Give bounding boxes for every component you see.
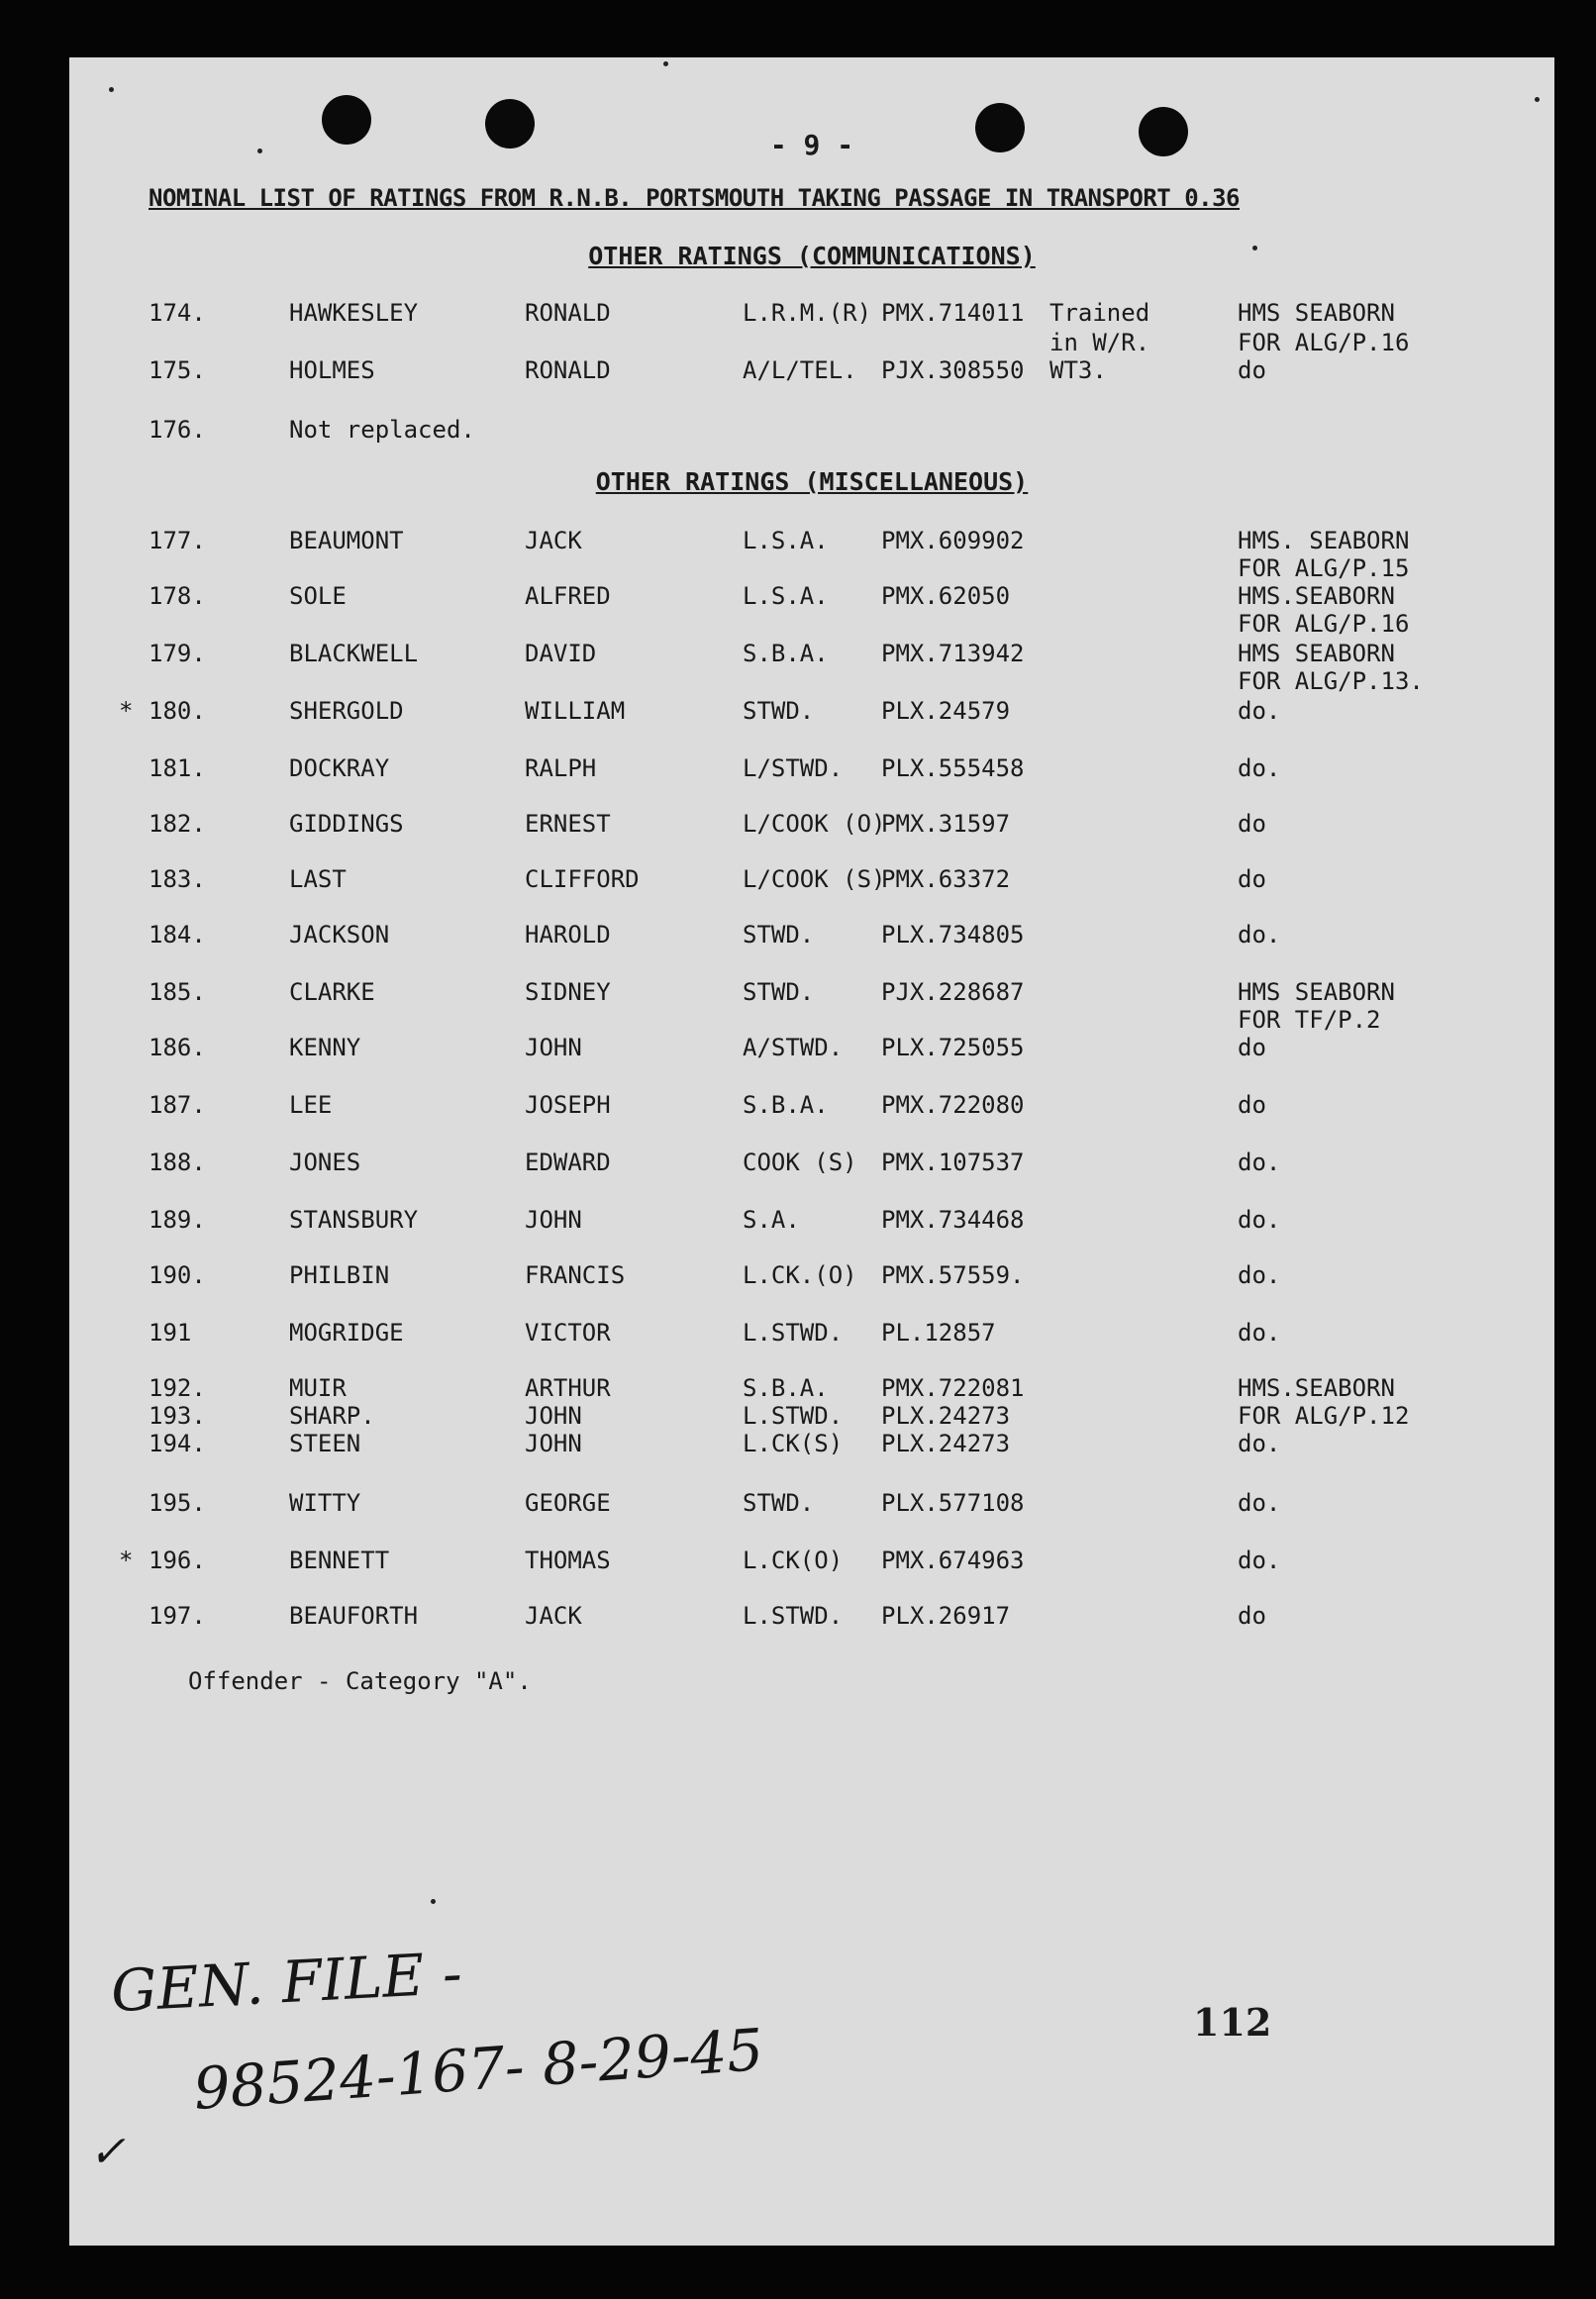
table-row: [69, 1402, 1554, 1432]
official-number: PLX.26917: [881, 1602, 1011, 1630]
table-row: [69, 1261, 1554, 1291]
footnote: Offender - Category "A".: [188, 1667, 532, 1695]
first-name: JOHN: [525, 1206, 582, 1234]
destination: HMS. SEABORN: [1238, 527, 1410, 554]
entry-number: 176.: [149, 416, 206, 444]
table-row: [69, 1430, 1554, 1459]
document-page: [69, 57, 1554, 2246]
surname: SOLE: [289, 582, 347, 610]
rating: STWD.: [743, 921, 815, 949]
surname: SHERGOLD: [289, 697, 404, 725]
surname: LEE: [289, 1091, 333, 1119]
destination: do: [1238, 810, 1266, 838]
rating: L.CK(O): [743, 1547, 844, 1574]
first-name: CLIFFORD: [525, 865, 640, 893]
entry-number: 194.: [149, 1430, 206, 1457]
surname: BENNETT: [289, 1547, 390, 1574]
official-number: PMX.63372: [881, 865, 1011, 893]
destination: do.: [1238, 1206, 1281, 1234]
first-name: THOMAS: [525, 1547, 611, 1574]
surname: KENNY: [289, 1034, 361, 1061]
official-number: PMX.674963: [881, 1547, 1025, 1574]
first-name: RONALD: [525, 299, 611, 327]
table-row: [69, 1149, 1554, 1178]
destination: do.: [1238, 1319, 1281, 1347]
destination: FOR ALG/P.16: [1238, 610, 1410, 638]
entry-number: 179.: [149, 640, 206, 667]
entry-number: 177.: [149, 527, 206, 554]
destination: do: [1238, 1602, 1266, 1630]
surname: GIDDINGS: [289, 810, 404, 838]
table-row: [69, 1319, 1554, 1349]
official-number: PLX.24579: [881, 697, 1011, 725]
table-row: [69, 978, 1554, 1008]
entry-number: 180.: [149, 697, 206, 725]
entry-number: 175.: [149, 356, 206, 384]
official-number: PMX.57559.: [881, 1261, 1025, 1289]
table-row: [69, 299, 1554, 329]
rating: L.STWD.: [743, 1319, 844, 1347]
official-number: PMX.107537: [881, 1149, 1025, 1176]
surname: JONES: [289, 1149, 361, 1176]
entry-number: 186.: [149, 1034, 206, 1061]
destination: do.: [1238, 921, 1281, 949]
rating: COOK (S): [743, 1149, 857, 1176]
ink-speck: [1535, 97, 1540, 102]
table-row: [69, 754, 1554, 784]
official-number: PMX.722081: [881, 1374, 1025, 1402]
destination: FOR ALG/P.13.: [1238, 667, 1424, 695]
surname: MUIR: [289, 1374, 347, 1402]
surname: STANSBURY: [289, 1206, 419, 1234]
official-number: PMX.722080: [881, 1091, 1025, 1119]
table-row: [69, 667, 1554, 697]
table-row: [69, 921, 1554, 950]
official-number: PMX.734468: [881, 1206, 1025, 1234]
entry-number: 185.: [149, 978, 206, 1006]
surname: WITTY: [289, 1489, 361, 1517]
surname: LAST: [289, 865, 347, 893]
first-name: ERNEST: [525, 810, 611, 838]
table-row: [69, 329, 1554, 358]
destination: HMS SEABORN: [1238, 978, 1395, 1006]
remark: WT3.: [1049, 356, 1107, 384]
official-number: PMX.609902: [881, 527, 1025, 554]
destination: FOR ALG/P.12: [1238, 1402, 1410, 1430]
rating: L/STWD.: [743, 754, 844, 782]
rating: S.A.: [743, 1206, 800, 1234]
document-title: NOMINAL LIST OF RATINGS FROM R.N.B. PORTSMOUTH TAKING PASSAGE IN TRANSPORT 0.36: [149, 184, 1240, 212]
ink-speck: [431, 1899, 436, 1904]
rating: S.B.A.: [743, 1091, 829, 1119]
row-mark: *: [119, 1547, 134, 1574]
entry-number: 188.: [149, 1149, 206, 1176]
table-row: [69, 356, 1554, 386]
surname: BLACKWELL: [289, 640, 419, 667]
entry-number: 193.: [149, 1402, 206, 1430]
destination: do.: [1238, 697, 1281, 725]
official-number: PMX.31597: [881, 810, 1011, 838]
entry-number: 192.: [149, 1374, 206, 1402]
rating: L.STWD.: [743, 1402, 844, 1430]
destination: do.: [1238, 1489, 1281, 1517]
table-row: [69, 697, 1554, 727]
rating: S.B.A.: [743, 1374, 829, 1402]
surname: BEAUFORTH: [289, 1602, 419, 1630]
rating: L/COOK (O): [743, 810, 886, 838]
destination: FOR ALG/P.15: [1238, 554, 1410, 582]
first-name: EDWARD: [525, 1149, 611, 1176]
handwritten-check-mark: ✓: [89, 2127, 126, 2177]
destination: do: [1238, 356, 1266, 384]
official-number: PL.12857: [881, 1319, 996, 1347]
ink-speck: [663, 61, 668, 66]
official-number: PLX.734805: [881, 921, 1025, 949]
entry-number: 195.: [149, 1489, 206, 1517]
rating: L.S.A.: [743, 527, 829, 554]
table-row: [69, 1489, 1554, 1519]
first-name: JOSEPH: [525, 1091, 611, 1119]
entry-number: 187.: [149, 1091, 206, 1119]
entry-number: 184.: [149, 921, 206, 949]
destination: HMS.SEABORN: [1238, 1374, 1395, 1402]
surname: MOGRIDGE: [289, 1319, 404, 1347]
handwritten-file-reference: 98524-167- 8-29-45: [191, 2015, 766, 2124]
official-number: PJX.308550: [881, 356, 1025, 384]
official-number: PMX.714011: [881, 299, 1025, 327]
rating: L.R.M.(R): [743, 299, 872, 327]
rating: L.CK.(O): [743, 1261, 857, 1289]
first-name: HAROLD: [525, 921, 611, 949]
first-name: VICTOR: [525, 1319, 611, 1347]
destination: do.: [1238, 1149, 1281, 1176]
first-name: GEORGE: [525, 1489, 611, 1517]
entry-number: 174.: [149, 299, 206, 327]
rating: A/L/TEL.: [743, 356, 857, 384]
section-heading-miscellaneous: OTHER RATINGS (MISCELLANEOUS): [595, 467, 1029, 496]
table-row: [69, 582, 1554, 612]
entry-number: 189.: [149, 1206, 206, 1234]
official-number: PJX.228687: [881, 978, 1025, 1006]
table-row: [69, 416, 1554, 446]
section-heading-communications: OTHER RATINGS (COMMUNICATIONS): [588, 242, 1036, 270]
rating: L.STWD.: [743, 1602, 844, 1630]
rating: S.B.A.: [743, 640, 829, 667]
row-mark: *: [119, 697, 134, 725]
official-number: PLX.725055: [881, 1034, 1025, 1061]
first-name: ALFRED: [525, 582, 611, 610]
destination: do: [1238, 1091, 1266, 1119]
handwritten-file-label: GEN. FILE -: [109, 1939, 464, 2026]
destination: HMS SEABORN: [1238, 640, 1395, 667]
destination: HMS SEABORN: [1238, 299, 1395, 327]
entry-number: 191: [149, 1319, 192, 1347]
rating: L.CK(S): [743, 1430, 844, 1457]
table-row: [69, 527, 1554, 556]
entry-number: 183.: [149, 865, 206, 893]
first-name: JOHN: [525, 1430, 582, 1457]
rating: A/STWD.: [743, 1034, 844, 1061]
rating: STWD.: [743, 978, 815, 1006]
first-name: JACK: [525, 527, 582, 554]
destination: HMS.SEABORN: [1238, 582, 1395, 610]
first-name: FRANCIS: [525, 1261, 626, 1289]
table-row: [69, 810, 1554, 840]
official-number: PMX.713942: [881, 640, 1025, 667]
ink-speck: [109, 87, 114, 92]
official-number: PLX.555458: [881, 754, 1025, 782]
page-number: - 9 -: [769, 129, 854, 161]
surname: HOLMES: [289, 356, 375, 384]
surname: BEAUMONT: [289, 527, 404, 554]
official-number: PLX.577108: [881, 1489, 1025, 1517]
first-name: RONALD: [525, 356, 611, 384]
surname: HAWKESLEY: [289, 299, 419, 327]
entry-number: 197.: [149, 1602, 206, 1630]
destination: do: [1238, 1034, 1266, 1061]
entry-number: 196.: [149, 1547, 206, 1574]
table-row: [69, 1034, 1554, 1063]
table-row: [69, 1547, 1554, 1576]
table-row: [69, 865, 1554, 895]
table-row: [69, 554, 1554, 584]
remark: in W/R.: [1049, 329, 1150, 356]
table-row: [69, 1374, 1554, 1404]
rating: L.S.A.: [743, 582, 829, 610]
table-row: [69, 1206, 1554, 1236]
entry-number: 190.: [149, 1261, 206, 1289]
surname: PHILBIN: [289, 1261, 390, 1289]
first-name: JOHN: [525, 1034, 582, 1061]
table-row: [69, 1091, 1554, 1121]
file-number: 112: [1193, 2000, 1272, 2045]
destination: FOR ALG/P.16: [1238, 329, 1410, 356]
first-name: ARTHUR: [525, 1374, 611, 1402]
first-name: JACK: [525, 1602, 582, 1630]
official-number: PLX.24273: [881, 1430, 1011, 1457]
first-name: DAVID: [525, 640, 597, 667]
table-row: [69, 610, 1554, 640]
destination: FOR TF/P.2: [1238, 1006, 1381, 1034]
destination: do.: [1238, 1261, 1281, 1289]
entry-number: 178.: [149, 582, 206, 610]
surname: Not replaced.: [289, 416, 475, 444]
entry-number: 182.: [149, 810, 206, 838]
first-name: SIDNEY: [525, 978, 611, 1006]
surname: SHARP.: [289, 1402, 375, 1430]
surname: DOCKRAY: [289, 754, 390, 782]
surname: CLARKE: [289, 978, 375, 1006]
destination: do: [1238, 865, 1266, 893]
rating: STWD.: [743, 1489, 815, 1517]
first-name: RALPH: [525, 754, 597, 782]
destination: do.: [1238, 1430, 1281, 1457]
surname: STEEN: [289, 1430, 361, 1457]
table-row: [69, 1602, 1554, 1632]
table-row: [69, 640, 1554, 669]
rating: STWD.: [743, 697, 815, 725]
destination: do.: [1238, 1547, 1281, 1574]
official-number: PLX.24273: [881, 1402, 1011, 1430]
first-name: JOHN: [525, 1402, 582, 1430]
surname: JACKSON: [289, 921, 390, 949]
destination: do.: [1238, 754, 1281, 782]
rating: L/COOK (S): [743, 865, 886, 893]
first-name: WILLIAM: [525, 697, 626, 725]
official-number: PMX.62050: [881, 582, 1011, 610]
table-row: [69, 1006, 1554, 1036]
remark: Trained: [1049, 299, 1150, 327]
entry-number: 181.: [149, 754, 206, 782]
